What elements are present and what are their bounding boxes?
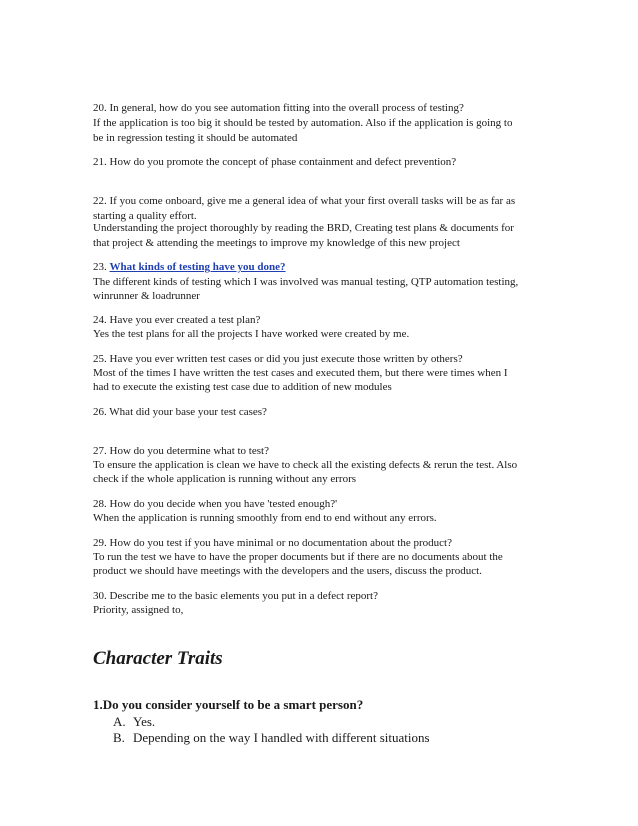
answer-27-line-1: To ensure the application is clean we have to check all the existing defects & rerun the test. Also bbox=[93, 459, 518, 471]
option-b bbox=[113, 730, 430, 746]
option-a-text: Yes. bbox=[133, 714, 156, 729]
answer-27-line-2: check if the whole application is running without any errors bbox=[93, 473, 357, 485]
answer-23-line-1: The different kinds of testing which I was involved was manual testing, QTP automation testing, bbox=[93, 276, 519, 288]
answer-23-line-2: winrunner & loadrunner bbox=[93, 290, 200, 302]
question-30: 30. Describe me to the basic elements you put in a defect report? bbox=[93, 590, 378, 602]
question-22-line-1: 22. If you come onboard, give me a general idea of what your first overall tasks will be as far as bbox=[93, 195, 516, 207]
answer-29-line-2: product we should have meetings with the developers and the users, discuss the product. bbox=[93, 565, 482, 577]
option-a-marker: A. bbox=[113, 714, 126, 729]
question-22-line-2: starting a quality effort. bbox=[93, 210, 197, 222]
answer-29-line-1: To run the test we have to have the proper documents but if there are no documents about the bbox=[93, 551, 503, 563]
question-20: 20. In general, how do you see automation fitting into the overall process of testing? bbox=[93, 102, 464, 114]
answer-20-line-1: If the application is too big it should be tested by automation. Also if the application is going to bbox=[93, 117, 513, 129]
section-heading: Character Traits bbox=[93, 648, 223, 669]
answer-22-line-1: Understanding the project thoroughly by reading the BRD, Creating test plans & documents for bbox=[93, 222, 514, 234]
answer-22-line-2: that project & attending the meetings to improve my knowledge of this new project bbox=[93, 237, 460, 249]
question-23 bbox=[93, 260, 286, 274]
question-25: 25. Have you ever written test cases or did you just execute those written by others? bbox=[93, 353, 463, 365]
option-b-text: Depending on the way I handled with different situations bbox=[133, 730, 430, 745]
option-b-marker: B. bbox=[113, 730, 125, 745]
question-23-number: 23. bbox=[93, 261, 107, 273]
question-23-link[interactable]: What kinds of testing have you done? bbox=[109, 261, 286, 273]
answer-24: Yes the test plans for all the projects I have worked were created by me. bbox=[93, 328, 410, 340]
question-28: 28. How do you decide when you have 'tested enough?' bbox=[93, 498, 338, 510]
answer-28: When the application is running smoothly from end to end without any errors. bbox=[93, 512, 437, 524]
option-a bbox=[113, 714, 155, 730]
answer-25-line-2: had to execute the existing test case due to addition of new modules bbox=[93, 381, 392, 393]
question-26: 26. What did your base your test cases? bbox=[93, 406, 267, 418]
question-24: 24. Have you ever created a test plan? bbox=[93, 314, 261, 326]
answer-20-line-2: be in regression testing it should be automated bbox=[93, 132, 298, 144]
answer-30: Priority, assigned to, bbox=[93, 604, 184, 616]
question-27: 27. How do you determine what to test? bbox=[93, 445, 269, 457]
question-29: 29. How do you test if you have minimal or no documentation about the product? bbox=[93, 537, 452, 549]
character-question-1: 1.Do you consider yourself to be a smart person? bbox=[93, 697, 364, 712]
answer-25-line-1: Most of the times I have written the test cases and executed them, but there were times when I bbox=[93, 367, 508, 379]
question-21: 21. How do you promote the concept of phase containment and defect prevention? bbox=[93, 156, 457, 168]
